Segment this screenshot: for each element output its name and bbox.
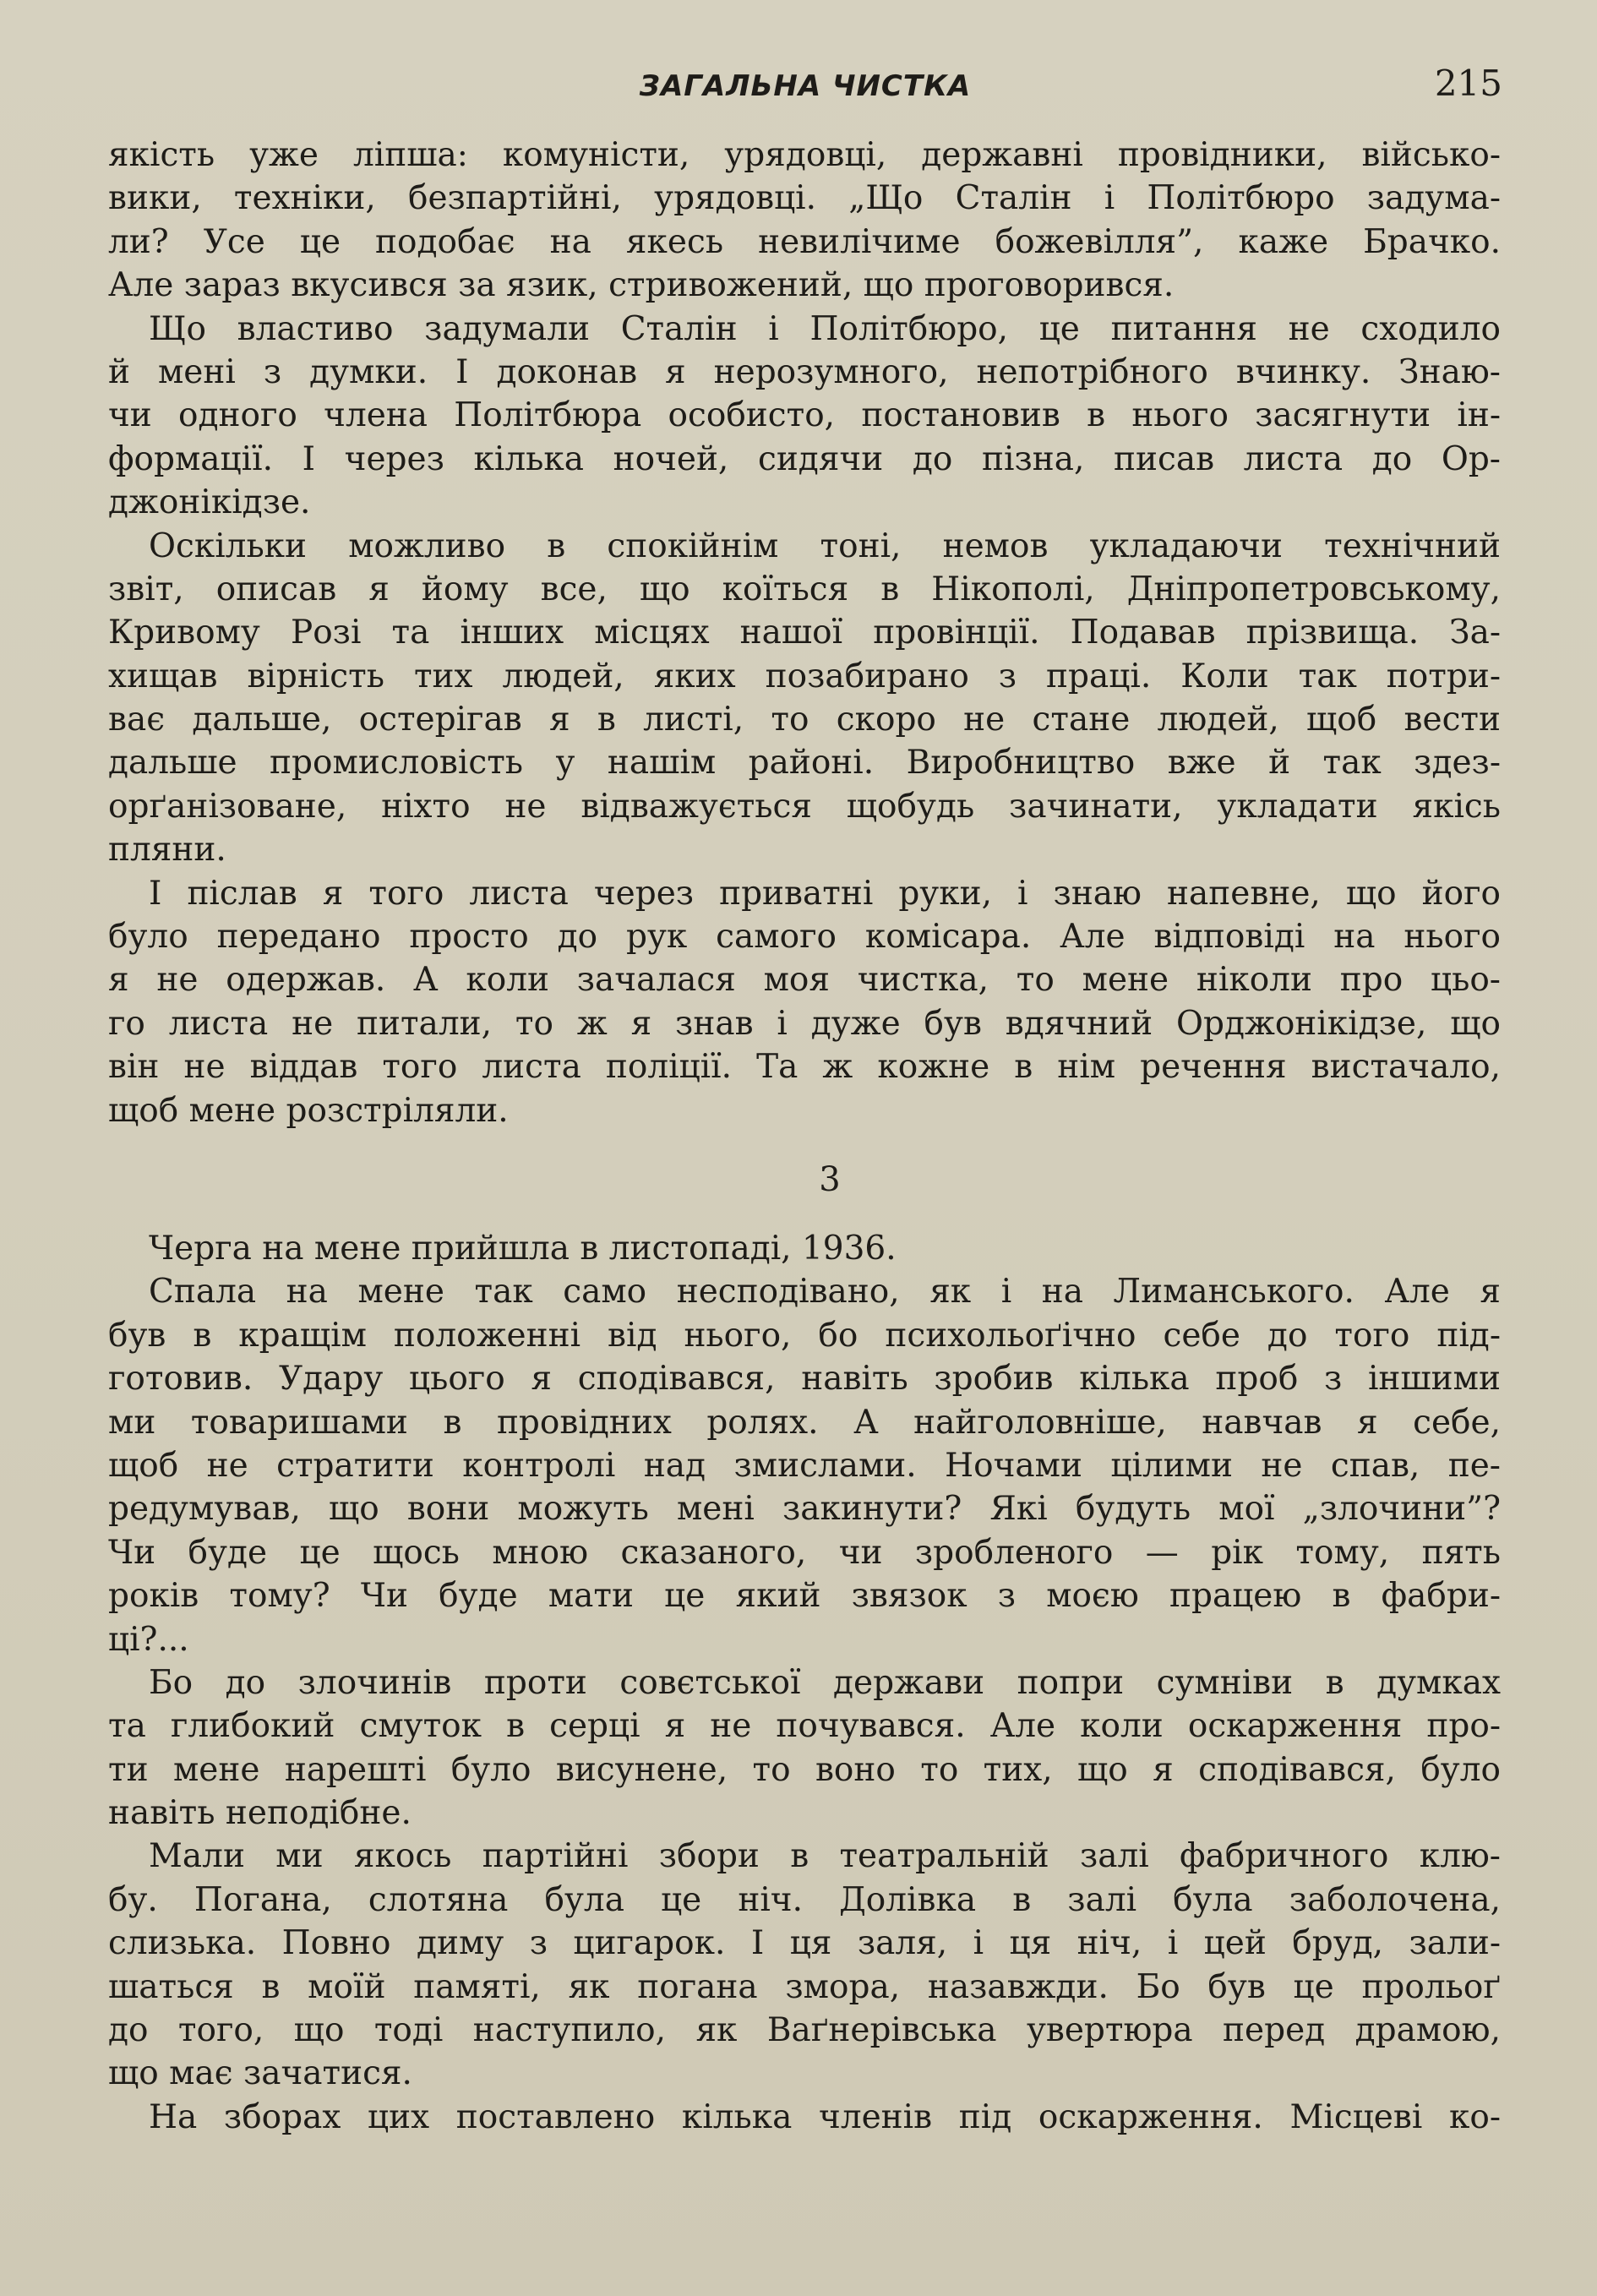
running-title: ЗАГАЛЬНА ЧИСТКА bbox=[639, 69, 972, 103]
text-line: звіт, описав я йому все, що коїться в Нікополі, Дніпропетровському, bbox=[108, 570, 1501, 608]
text-line: Але зараз вкусився за язик, стривожений, що проговорився. bbox=[108, 266, 1175, 305]
text-line: готовив. Удару цього я сподівався, навіть зробив кілька проб з іншими bbox=[108, 1360, 1501, 1399]
text-line: ти мене нарешті було висунене, то воно то тих, що я сподівався, було bbox=[108, 1750, 1501, 1789]
text-line: шаться в моїй памяті, як погана змора, назавжди. Бо був це прольоґ bbox=[108, 1967, 1501, 2006]
paragraph bbox=[108, 1835, 1501, 2095]
text-line: хищав вірність тих людей, яких позабирано з праці. Коли так потри- bbox=[108, 657, 1501, 695]
text-line: до того, що тоді наступило, як Ваґнерівська увертюра перед драмою, bbox=[108, 2011, 1501, 2050]
paragraph bbox=[108, 1227, 1501, 1270]
paragraph bbox=[108, 2096, 1501, 2139]
paragraph bbox=[108, 308, 1501, 525]
text-line: Що властиво задумали Сталін і Політбюро, це питання не сходило bbox=[149, 309, 1501, 348]
text-line: був в кращім положенні від нього, бо психольоґічно себе до того під- bbox=[108, 1316, 1501, 1355]
text-line: Кривому Розі та інших місцях нашої провінції. Подавав прізвища. За- bbox=[108, 614, 1501, 652]
text-line: ці?... bbox=[108, 1620, 189, 1659]
text-line: було передано просто до рук самого комісара. Але відповіді на нього bbox=[108, 918, 1501, 957]
text-line: Спала на мене так само несподівано, як і на Лиманського. Але я bbox=[149, 1273, 1501, 1312]
paragraph bbox=[108, 872, 1501, 1132]
paragraph bbox=[108, 1661, 1501, 1835]
section-number: 3 bbox=[819, 1159, 841, 1199]
text-line: пляни. bbox=[108, 831, 226, 870]
text-line: бу. Погана, слотяна була це ніч. Долівка в залі була заболочена, bbox=[108, 1880, 1501, 1919]
text-line: орґанізоване, ніхто не відважується щобудь зачинати, укладати якісь bbox=[108, 787, 1501, 826]
text-line: вики, техніки, безпартійні, урядовці. „Що Сталін і Політбюро задума- bbox=[108, 179, 1501, 218]
text-line: чи одного члена Політбюра особисто, постановив в нього засягнути ін- bbox=[108, 396, 1501, 435]
text-line: І післав я того листа через приватні руки, і знаю напевне, що його bbox=[149, 874, 1501, 913]
text-line: Мали ми якось партійні збори в театральній залі фабричного клю- bbox=[149, 1837, 1501, 1876]
text-line: редумував, що вони можуть мені закинути? Які будуть мої „злочини”? bbox=[108, 1490, 1501, 1529]
text-line: щоб не стратити контролі над змислами. Ночами цілими не спав, пе- bbox=[108, 1446, 1501, 1485]
paragraph bbox=[108, 134, 1501, 308]
text-after-section bbox=[108, 1227, 1501, 2139]
text-line: він не віддав того листа поліції. Та ж кожне в нім речення вистачало, bbox=[108, 1048, 1501, 1087]
paragraph bbox=[108, 525, 1501, 872]
text-line: Бо до злочинів проти совєтської держави попри сумніви в думках bbox=[149, 1663, 1501, 1702]
text-line: ли? Усе це подобає на якесь невилічиме божевілля”, каже Брачко. bbox=[108, 222, 1501, 261]
text-line: формації. І через кілька ночей, сидячи до пізна, писав листа до Ор- bbox=[108, 439, 1501, 478]
text-line: слизька. Повно диму з цигарок. І ця заля, і ця ніч, і цей бруд, зали- bbox=[108, 1924, 1501, 1963]
text-line: ми товаришами в провідних ролях. А найголовніше, навчав я себе, bbox=[108, 1403, 1501, 1442]
text-line: років тому? Чи буде мати це який звязок з моєю працею в фабри- bbox=[108, 1577, 1501, 1616]
text-line: навіть неподібне. bbox=[108, 1794, 412, 1833]
text-line: Чи буде це щось мною сказаного, чи зробленого — рік тому, пять bbox=[108, 1533, 1501, 1572]
text-line: Оскільки можливо в спокійнім тоні, немов укладаючи технічний bbox=[149, 526, 1501, 565]
text-line: го листа не питали, то ж я знав і дуже був вдячний Орджонікідзе, що bbox=[108, 1004, 1501, 1043]
text-line: дальше промисловість у нашім районі. Виробництво вже й так здез- bbox=[108, 744, 1501, 783]
text-line: На зборах цих поставлено кілька членів під оскарження. Місцеві ко- bbox=[149, 2097, 1501, 2136]
text-line: щоб мене розстріляли. bbox=[108, 1091, 509, 1130]
text-line: Черга на мене прийшла в листопаді, 1936. bbox=[149, 1229, 897, 1268]
text-line: я не одержав. А коли зачалася моя чистка, то мене ніколи про цьо- bbox=[108, 961, 1501, 1000]
paragraph bbox=[108, 1270, 1501, 1661]
text-before-section bbox=[108, 134, 1501, 1132]
page-number: 215 bbox=[1434, 63, 1502, 104]
text-line: що має зачатися. bbox=[108, 2054, 412, 2093]
text-line: й мені з думки. І доконав я нерозумного, непотрібного вчинку. Знаю- bbox=[108, 352, 1501, 391]
text-line: якість уже ліпша: комуністи, урядовці, державні провідники, військо- bbox=[108, 136, 1501, 174]
text-line: та глибокий смуток в серці я не почувався. Але коли оскарження про- bbox=[108, 1707, 1501, 1746]
running-head bbox=[108, 63, 1502, 113]
body-text bbox=[108, 134, 1501, 2139]
text-line: джонікідзе. bbox=[108, 483, 311, 522]
text-line: ває дальше, остерігав я в листі, то скоро не стане людей, щоб вести bbox=[108, 701, 1501, 739]
